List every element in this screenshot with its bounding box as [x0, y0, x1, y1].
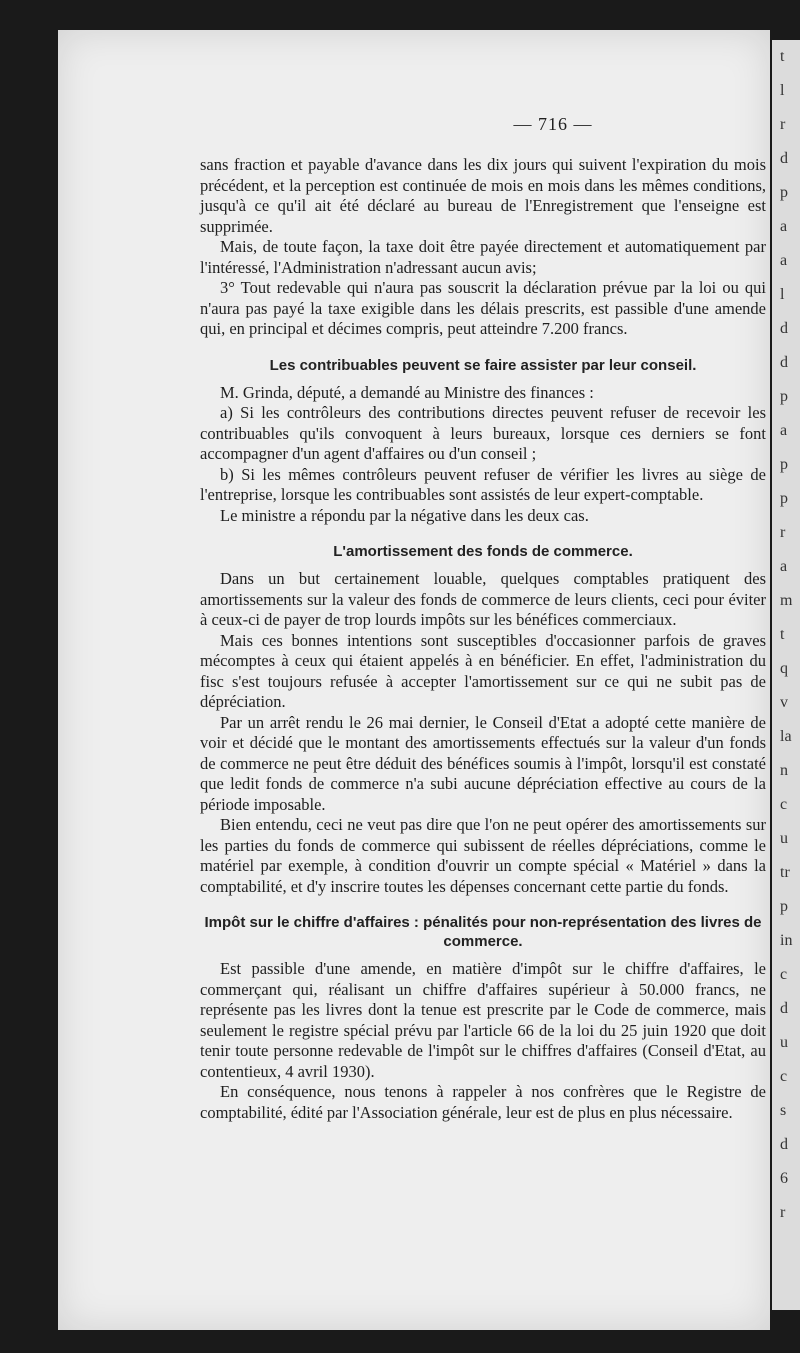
edge-fragment: p [780, 490, 788, 507]
section-chiffre-affaires [200, 959, 766, 1123]
edge-fragment: d [780, 320, 788, 337]
edge-fragment: t [780, 626, 785, 643]
edge-fragment: u [780, 1034, 788, 1051]
edge-fragment: p [780, 898, 788, 915]
edge-fragment: r [780, 116, 786, 133]
paragraph: Dans un but certainement louable, quelques comptables pratiquent des amortissements sur la valeur des fonds de commerce de leurs clients, ceci pour éviter à ceux-ci de payer de trop lourds impôts sur les bénéfices commerciaux. [200, 569, 766, 629]
paragraph: a) Si les contrôleurs des contributions directes peuvent refuser de recevoir les contribuables qu'ils convoquent à leurs bureaux, lorsque ces derniers se font accompagner d'un agent d'affaires ou d'un conseil ; [200, 403, 766, 463]
edge-fragment: a [780, 558, 788, 575]
edge-fragment: p [780, 184, 788, 201]
next-page-edge [772, 40, 800, 1310]
edge-fragment: r [780, 524, 786, 541]
paragraph: Mais ces bonnes intentions sont susceptibles d'occasionner parfois de graves mécomptes à ceux qui étaient appelés à en bénéficier. En effet, l'administration du fisc s'est toujours refusée à accepter l'amortissement sur ce qui ne subit pas de dépréciation. [200, 630, 766, 711]
section-heading: Impôt sur le chiffre d'affaires : pénalités pour non-représentation des livres de commerce. [204, 914, 762, 950]
paragraph: En conséquence, nous tenons à rappeler à nos confrères que le Registre de comptabilité, édité par l'Association générale, leur est de plus en plus nécessaire. [200, 1082, 766, 1122]
edge-fragment: c [780, 966, 788, 983]
page-number: — 716 — [513, 114, 593, 134]
edge-fragment: r [780, 1204, 786, 1221]
paragraph: Par un arrêt rendu le 26 mai dernier, le Conseil d'Etat a adopté cette manière de voir et décidé que le montant des amortissements effectués sur la valeur d'un fonds de commerce ne peut être déduit des bénéfices soumis à l'impôt, lorsqu'il est constaté que ledit fonds de commerce n'a subi aucune dépréciation effective au cours de la période imposable. [200, 712, 766, 814]
page-content [200, 114, 766, 1123]
edge-fragment: c [780, 1068, 788, 1085]
edge-fragment: d [780, 354, 788, 371]
edge-fragment: u [780, 830, 788, 847]
edge-fragment: l [780, 82, 785, 99]
edge-fragment: la [780, 728, 792, 745]
edge-fragment: d [780, 1000, 788, 1017]
section-amortissement [200, 569, 766, 897]
edge-fragment: a [780, 218, 788, 235]
section-conseil [200, 383, 766, 527]
paragraph: sans fraction et payable d'avance dans les dix jours qui suivent l'expiration du mois précédent, et la perception est continuée de mois en mois dans les mêmes conditions, jusqu'à ce qu'il ait été déclaré au bureau de l'Enregistrement que l'enseigne est supprimée. [200, 155, 766, 236]
edge-fragment: t [780, 48, 785, 65]
edge-fragment: s [780, 1102, 787, 1119]
edge-fragment: p [780, 456, 788, 473]
edge-fragment: q [780, 660, 788, 677]
paragraph: Est passible d'une amende, en matière d'impôt sur le chiffre d'affaires, le commerçant qui, réalisant un chiffre d'affaires supérieur à 50.000 francs, ne représente pas les livres dont la tenue est prescrite par le Code de commerce, mais seulement le registre spécial prévu par l'article 66 de la loi du 25 juin 1920 que doit tenir toute personne redevable de l'impôt sur le chiffres d'affaires (Conseil d'Etat, au contentieux, 4 avril 1930). [200, 959, 766, 1081]
paragraph: M. Grinda, député, a demandé au Ministre des finances : [220, 382, 594, 402]
section-heading: L'amortissement des fonds de commerce. [333, 543, 633, 560]
edge-fragment: a [780, 422, 788, 439]
edge-fragment: a [780, 252, 788, 269]
edge-fragment: c [780, 796, 788, 813]
edge-fragment: p [780, 388, 788, 405]
paragraph: Bien entendu, ceci ne veut pas dire que l'on ne peut opérer des amortissements sur les parties du fonds de commerce qui subissent de réelles dépréciations, comme le matériel par exemple, à condition d'ouvrir un compte spécial « Matériel » dans la comptabilité, et d'y inscrire toutes les dépenses concernant cette partie du fonds. [200, 815, 766, 896]
edge-fragment: d [780, 1136, 788, 1153]
edge-fragment: in [780, 932, 793, 949]
paragraph: Mais, de toute façon, la taxe doit être payée directement et automatiquement par l'intéressé, l'Administration n'adressant aucun avis; [200, 237, 766, 277]
edge-fragment: 6 [780, 1170, 788, 1187]
paragraph: b) Si les mêmes contrôleurs peuvent refuser de vérifier les livres au siège de l'entreprise, lorsque les contribuables sont assistés de leur expert-comptable. [200, 464, 766, 504]
edge-fragment: m [780, 592, 793, 609]
edge-fragment: d [780, 150, 788, 167]
section-heading: Les contribuables peuvent se faire assister par leur conseil. [269, 356, 697, 374]
edge-fragment: tr [780, 864, 790, 881]
paragraph: Le ministre a répondu par la négative dans les deux cas. [220, 505, 589, 525]
paragraph: 3° Tout redevable qui n'aura pas souscrit la déclaration prévue par la loi ou qui n'aura pas payé la taxe exigible dans les délais prescrits, est passible d'une amende qui, en principal et décimes compris, peut atteindre 7.200 francs. [200, 278, 766, 338]
edge-fragment: n [780, 762, 788, 779]
edge-fragment: v [780, 694, 788, 711]
section-intro [200, 155, 766, 340]
edge-fragment: l [780, 286, 785, 303]
